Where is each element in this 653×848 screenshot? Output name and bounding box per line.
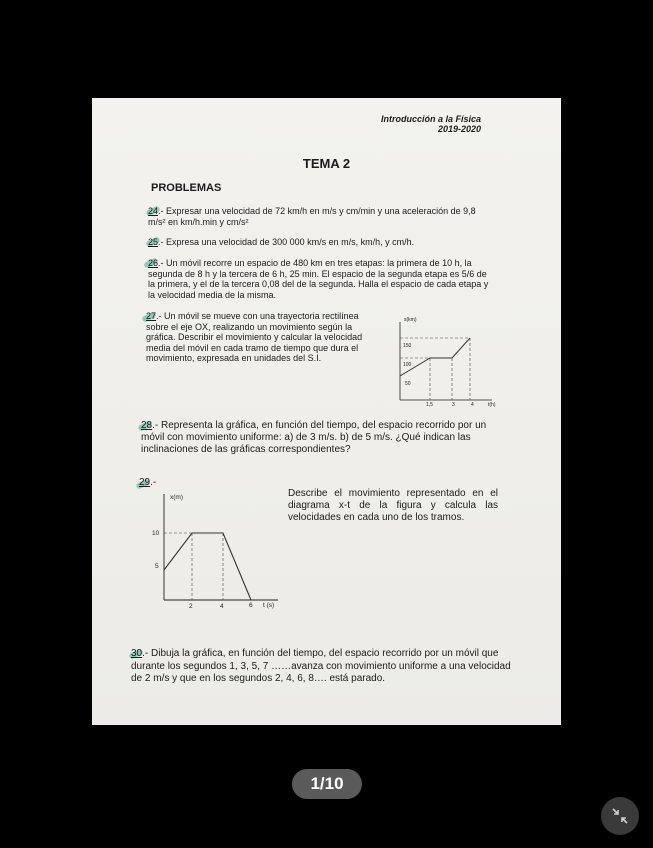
x-tick-label: 3 [452, 402, 455, 408]
problem-number: 30 [131, 648, 143, 659]
x-axis-label: t (s) [263, 602, 275, 609]
problem-text: .- Dibuja la gráfica, en función del tiempo, del espacio recorrido por un móvil que durante los segundos 1, 3, 5, 7 ……avanza con movimiento uniforme a una velocidad de 2 m/s y que en los segundos 2, 4, 6, 8…. está parado. [131, 648, 511, 684]
problem-text: .- Representa la gráfica, en función del tiempo, del espacio recorrido por un móvil con movimiento uniforme: a) de 3 m/s. b) de 5 m/s. ¿Qué indican las inclinaciones de las gráficas correspondientes? [141, 420, 487, 455]
collapse-icon [610, 806, 630, 826]
x-tick-label: 4 [220, 603, 224, 610]
problem-number: 24 [148, 206, 159, 216]
y-axis-label: x(m) [170, 494, 183, 501]
problem-text: .- Un móvil se mueve con una trayectoria rectilínea sobre el eje OX, realizando un movimiento según la gráfica. Describir el movimiento y calcular la velocidad media del móvil en cada tramo de tiempo que dura el movimiento, expresada en unidades del S.I. [146, 311, 363, 363]
y-tick-label: 50 [405, 381, 411, 387]
problem-number: 29 [139, 477, 151, 488]
problem-suffix: .- [150, 477, 157, 488]
exit-fullscreen-button[interactable] [601, 797, 639, 835]
problem-number: 26 [148, 258, 159, 268]
x-axis-label: t(h) [488, 402, 496, 408]
problem-29-text: Describe el movimiento representado en el diagrama x-t de la figura y calcula las velocidades en cada uno de los tramos. [288, 488, 498, 523]
x-tick-label: 4 [471, 402, 474, 408]
graph-line [164, 533, 251, 600]
problem-28 [141, 420, 496, 456]
document-page [92, 98, 561, 725]
problem-26 [148, 258, 492, 300]
graph-27 [392, 316, 500, 408]
x-tick-label: 2 [189, 603, 193, 610]
problem-24 [148, 206, 488, 227]
problem-number: 28 [141, 420, 153, 431]
x-tick-label: 6 [249, 602, 253, 609]
problem-number: 25 [148, 237, 159, 247]
problem-29 [139, 478, 179, 489]
problem-27 [146, 311, 376, 364]
problem-text: .- Expresar una velocidad de 72 km/h en m/s y cm/min y una aceleración de 9,8 m/s² en km/h.min y cm/s² [148, 206, 476, 227]
page-title: TEMA 2 [302, 156, 351, 171]
problem-25 [148, 237, 488, 248]
y-tick-label: 100 [403, 362, 412, 368]
section-heading: PROBLEMAS [151, 182, 222, 194]
x-tick-label: 1,5 [426, 402, 433, 408]
y-axis-label: s(km) [404, 317, 417, 323]
document-header [381, 114, 481, 134]
header-course: Introducción a la Física [380, 114, 481, 124]
problem-number: 27 [146, 311, 157, 321]
y-tick-label: 150 [403, 343, 412, 349]
y-tick-label: 10 [152, 530, 160, 537]
graph-29 [150, 490, 285, 612]
header-year: 2019-2020 [437, 124, 481, 134]
problem-text: .- Un móvil recorre un espacio de 480 km en tres etapas: la primera de 10 h, la segunda de 8 h y la tercera de 6 h, 25 min. El espacio de la segunda etapa es 5/6 de la primera, y el de la tercera 0,08 del de la segunda. Halla el espacio de cada etapa y la velocidad media de la misma. [148, 258, 489, 300]
y-tick-label: 5 [155, 563, 159, 570]
problem-30 [131, 648, 511, 686]
page-indicator: 1/10 [292, 769, 362, 799]
problem-text: .- Expresa una velocidad de 300 000 km/s en m/s, km/h, y cm/h. [158, 237, 415, 247]
